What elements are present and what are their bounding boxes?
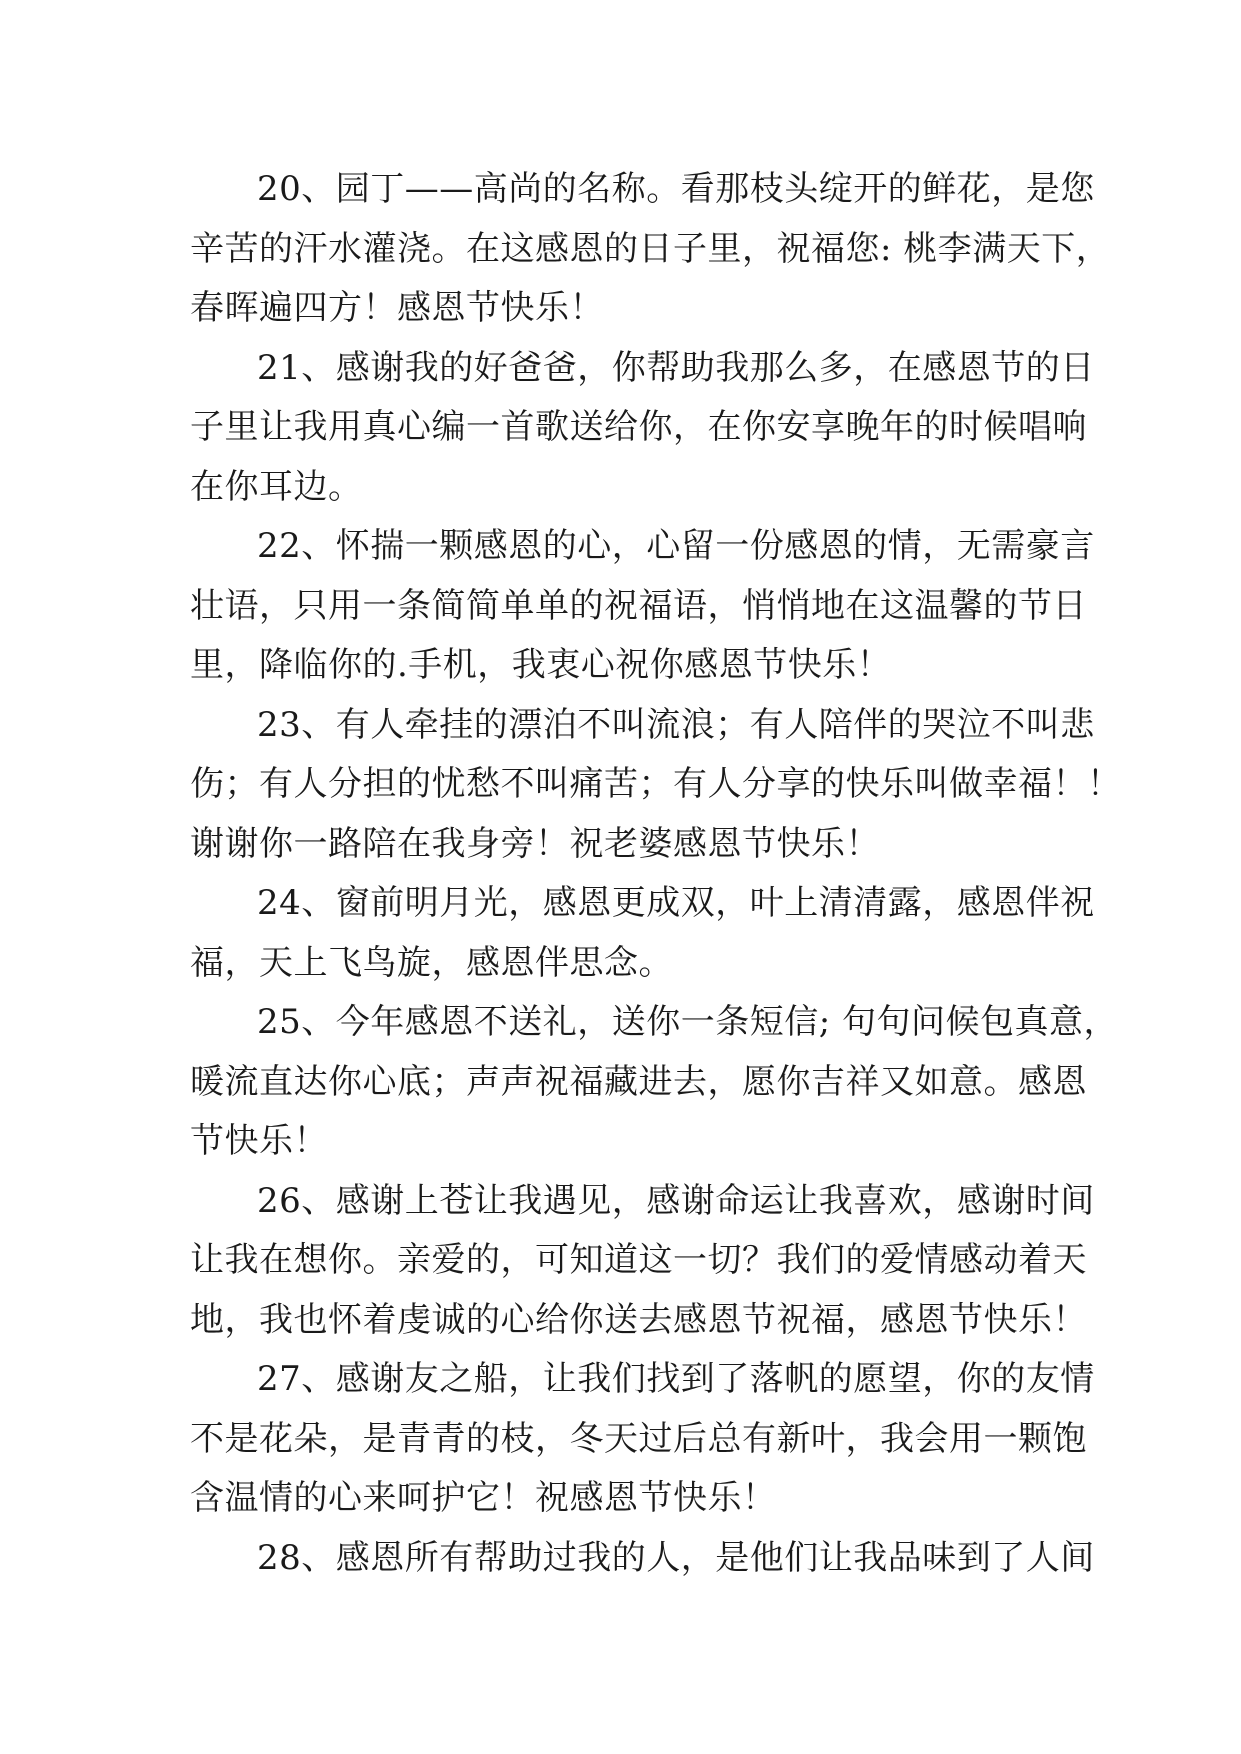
paragraph-27: [190, 1350, 1095, 1529]
text-line: 不是花朵，是青青的枝，冬天过后总有新叶，我会用一颗饱: [190, 1418, 1087, 1459]
text-line: 壮语，只用一条简简单单的祝福语，悄悄地在这温馨的节日: [190, 585, 1087, 626]
text-line: 谢谢你一路陪在我身旁！祝老婆感恩节快乐！: [190, 823, 880, 864]
text-line: 28、感恩所有帮助过我的人，是他们让我品味到了人间: [257, 1537, 1095, 1578]
text-line: 含温情的心来呵护它！祝感恩节快乐！: [190, 1478, 777, 1518]
text-line: 20、园丁——高尚的名称。看那枝头绽开的鲜花，是您: [257, 169, 1095, 209]
paragraph-23: [190, 696, 1122, 875]
text-line: 23、有人牵挂的漂泊不叫流浪；有人陪伴的哭泣不叫悲: [257, 704, 1095, 745]
text-line: 伤；有人分担的忧愁不叫痛苦；有人分享的快乐叫做幸福！！: [190, 764, 1122, 804]
paragraph-26: [190, 1172, 1095, 1351]
text-line: 节快乐！: [190, 1121, 328, 1161]
text-line: 22、怀揣一颗感恩的心，心留一份感恩的情，无需豪言: [257, 526, 1095, 566]
text-line: 24、窗前明月光，感恩更成双，叶上清清露，感恩伴祝: [257, 883, 1095, 923]
text-line: 里，降临你的.手机，我衷心祝你感恩节快乐！: [190, 645, 892, 685]
text-line: 21、感谢我的好爸爸，你帮助我那么多，在感恩节的日: [257, 347, 1095, 388]
text-line: 25、今年感恩不送礼，送你一条短信; 句句问候包真意，: [257, 1002, 1119, 1042]
text-line: 26、感谢上苍让我遇见，感谢命运让我喜欢，感谢时间: [257, 1180, 1095, 1221]
text-line: 春晖遍四方！感恩节快乐！: [190, 288, 604, 328]
text-line: 地，我也怀着虔诚的心给你送去感恩节祝福，感恩节快乐！: [190, 1299, 1087, 1340]
document-body: [190, 160, 1122, 1588]
text-line: 让我在想你。亲爱的，可知道这一切？我们的爱情感动着天: [190, 1240, 1087, 1280]
text-line: 27、感谢友之船，让我们找到了落帆的愿望，你的友情: [257, 1359, 1095, 1399]
paragraph-20: [190, 160, 1111, 339]
text-line: 子里让我用真心编一首歌送给你，在你安享晚年的时候唱响: [190, 407, 1087, 447]
paragraph-22: [190, 517, 1095, 696]
paragraph-28: [190, 1529, 1095, 1589]
text-line: 福，天上飞鸟旋，感恩伴思念。: [190, 942, 673, 983]
paragraph-21: [190, 339, 1095, 518]
text-line: 辛苦的汗水灌浇。在这感恩的日子里，祝福您: 桃李满天下，: [190, 228, 1111, 269]
text-line: 暖流直达你心底；声声祝福藏进去，愿你吉祥又如意。感恩: [190, 1061, 1087, 1102]
text-line: 在你耳边。: [190, 466, 363, 507]
paragraph-25: [190, 993, 1119, 1172]
paragraph-24: [190, 874, 1095, 993]
